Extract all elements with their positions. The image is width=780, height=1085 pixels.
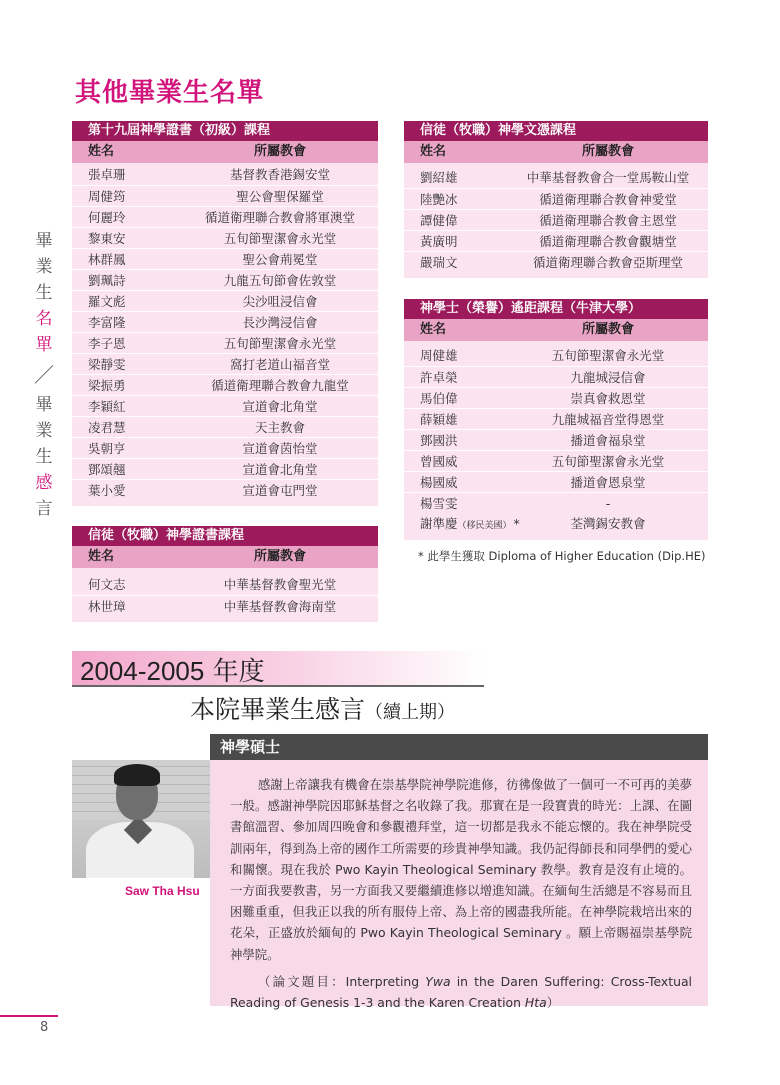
thesis-italic: Hta xyxy=(524,995,547,1011)
church-name: 五旬節聖潔會永光堂 xyxy=(223,336,337,351)
page-rule xyxy=(0,1015,58,1017)
thesis-suffix: ） xyxy=(546,995,560,1011)
side-char: 業 xyxy=(35,421,53,441)
table-row xyxy=(72,479,378,500)
side-char: 生 xyxy=(35,447,53,467)
col-name-header: 姓名 xyxy=(420,322,447,337)
year-range: 2004-2005 xyxy=(80,656,205,686)
side-char: 感 xyxy=(35,473,53,493)
church-name: 播道會恩泉堂 xyxy=(570,475,646,490)
church-name: 天主教會 xyxy=(254,420,305,435)
table-row xyxy=(72,290,378,311)
table-row xyxy=(404,471,708,492)
student-name: 許卓榮 xyxy=(420,370,458,385)
table-row xyxy=(404,366,708,387)
table-body xyxy=(404,341,708,513)
student-name: 梁靜雯 xyxy=(88,357,126,372)
col-name-header: 姓名 xyxy=(88,144,115,159)
student-name: 葉小愛 xyxy=(88,483,126,498)
church-name: 中華基督教會聖光堂 xyxy=(223,577,337,592)
heading-main: 本院畢業生感言 xyxy=(190,695,366,724)
side-char: 生 xyxy=(35,283,53,303)
table-row xyxy=(404,492,708,513)
table-lay-certificate xyxy=(72,526,378,622)
table-row xyxy=(404,408,708,429)
table-row xyxy=(404,167,708,188)
student-name: 周健筠 xyxy=(88,189,126,204)
table-header-row xyxy=(404,141,708,163)
student-name: 陸艷冰 xyxy=(420,192,458,207)
table-row xyxy=(72,332,378,353)
church-name: 尖沙咀浸信會 xyxy=(242,294,318,309)
student-name: 林世璋 xyxy=(88,599,126,614)
section-heading xyxy=(190,690,455,726)
student-name: 何文志 xyxy=(88,577,126,592)
church-name: 中華基督教會海南堂 xyxy=(223,599,337,614)
church-name: 宣道會北角堂 xyxy=(242,462,318,477)
thesis-italic: Ywa xyxy=(425,973,451,989)
student-name: 黃廣明 xyxy=(420,234,458,249)
thesis-middle: in the Daren Suffering: Cross-Textual Reading of Genesis 1-3 and the Karen Creation xyxy=(230,973,692,1011)
table-body xyxy=(72,568,378,616)
table-row xyxy=(404,345,708,366)
student-name: 鄧國洪 xyxy=(420,433,458,448)
student-name: 馬伯偉 xyxy=(420,391,458,406)
student-name: 黎東安 xyxy=(88,231,126,246)
church-name: 播道會福泉堂 xyxy=(570,433,646,448)
church-name: 中華基督教會合一堂馬鞍山堂 xyxy=(526,170,690,185)
church-name: 循道衛理聯合教會主恩堂 xyxy=(539,213,677,228)
table-title: 信徒（牧職）神學證書課程 xyxy=(72,526,378,546)
side-char: 言 xyxy=(35,499,53,519)
student-name: 李穎紅 xyxy=(88,399,126,414)
col-church-header: 所屬教會 xyxy=(581,144,634,159)
church-name: - xyxy=(605,496,611,511)
church-name: 聖公會荊冕堂 xyxy=(242,252,318,267)
table-row xyxy=(72,269,378,290)
church-name: 循道衛理聯合教會九龍堂 xyxy=(211,378,349,393)
table-row xyxy=(72,227,378,248)
table-row xyxy=(72,311,378,332)
table-certificate-basic xyxy=(72,121,378,506)
table-row xyxy=(404,209,708,230)
table-row xyxy=(72,574,378,595)
table-bd-distance xyxy=(404,299,708,540)
col-name-header: 姓名 xyxy=(88,549,115,564)
student-name: 楊雪雯 xyxy=(420,496,458,511)
student-name: 周健雄 xyxy=(420,348,458,363)
side-char: 業 xyxy=(35,257,53,277)
table-title: 神學士（榮譽）遙距課程（牛津大學） xyxy=(404,299,708,319)
student-name: 吳朝亨 xyxy=(88,441,126,456)
table-row xyxy=(72,437,378,458)
church-name: 九龍五旬節會佐敦堂 xyxy=(223,273,337,288)
student-name: 薛穎雄 xyxy=(420,412,458,427)
student-name: 李富隆 xyxy=(88,315,126,330)
table-row xyxy=(72,416,378,437)
church-name: 循道衛理聯合教會神愛堂 xyxy=(539,192,677,207)
table-row xyxy=(72,395,378,416)
side-label xyxy=(32,228,56,522)
table-header-row xyxy=(404,319,708,341)
church-name: 循道衛理聯合教會亞斯理堂 xyxy=(532,255,683,270)
col-church-header: 所屬教會 xyxy=(581,322,634,337)
church-name: 基督教香港錫安堂 xyxy=(229,167,330,182)
student-name: 劉紹雄 xyxy=(420,170,458,185)
student-name: 林群鳳 xyxy=(88,252,126,267)
student-name: 嚴瑞文 xyxy=(420,255,458,270)
table-body xyxy=(72,163,378,500)
table-row xyxy=(404,450,708,471)
student-name: 李子恩 xyxy=(88,336,126,351)
col-church-header: 所屬教會 xyxy=(253,144,306,159)
table-row xyxy=(72,206,378,227)
page-title: 其他畢業生名單 xyxy=(75,78,265,108)
side-slash: ／ xyxy=(34,363,54,387)
table-row xyxy=(72,353,378,374)
church-name: 宣道會北角堂 xyxy=(242,399,318,414)
table-row xyxy=(404,251,708,272)
student-name: 曾國威 xyxy=(420,454,458,469)
church-name: 崇真會救恩堂 xyxy=(570,391,646,406)
church-name: 長沙灣浸信會 xyxy=(242,315,318,330)
table-row xyxy=(72,185,378,206)
student-name: 楊國威 xyxy=(420,475,458,490)
student-name: 張卓珊 xyxy=(88,167,126,182)
col-name-header: 姓名 xyxy=(420,144,447,159)
church-name: 九龍城浸信會 xyxy=(570,370,646,385)
student-name: 譚健偉 xyxy=(420,213,458,228)
testimonial-box xyxy=(210,760,708,1011)
table-row xyxy=(404,188,708,209)
church-name: 五旬節聖潔會永光堂 xyxy=(551,348,665,363)
footnote: * 此學生獲取 Diploma of Higher Education (Dip.HE) xyxy=(418,549,706,563)
thesis-prefix: （論文題目：Interpreting xyxy=(258,973,426,989)
side-char: 畢 xyxy=(35,395,53,415)
student-name: 梁振勇 xyxy=(88,378,126,393)
student-name: 謝準慶 xyxy=(420,516,458,531)
student-note: （移民美國） xyxy=(457,521,512,531)
asterisk-mark: * xyxy=(513,516,520,531)
table-title: 信徒（牧職）神學文憑課程 xyxy=(404,121,708,141)
student-name: 鄧頌翹 xyxy=(88,462,126,477)
table-body xyxy=(404,163,708,272)
church-name: 循道衛理聯合教會將軍澳堂 xyxy=(204,210,355,225)
student-name: 凌君慧 xyxy=(88,420,126,435)
section-title-bar: 神學碩士 xyxy=(210,734,708,760)
church-name: 宣道會茵怡堂 xyxy=(242,441,318,456)
photo-caption: Saw Tha Hsu xyxy=(125,884,200,898)
table-lay-diploma xyxy=(404,121,708,278)
student-name: 劉珮詩 xyxy=(88,273,126,288)
church-name: 聖公會聖保羅堂 xyxy=(236,189,324,204)
table-row xyxy=(72,164,378,185)
table-row xyxy=(72,595,378,616)
table-row xyxy=(72,248,378,269)
side-char: 畢 xyxy=(35,231,53,251)
year-suffix: 年度 xyxy=(204,657,265,687)
church-name: 九龍城福音堂得恩堂 xyxy=(551,412,665,427)
church-name: 五旬節聖潔會永光堂 xyxy=(223,231,337,246)
testimonial-paragraph: 感謝上帝讓我有機會在崇基學院神學院進修，彷彿像做了一個可一不可再的美夢一般。感謝神學院因耶穌基督之名收錄了我。那實在是一段寶貴的時光：上課、在圖書館溫習、參加周四晚會和參觀禮拜堂，這一切都是我永不能忘懷的。我在神學院受訓兩年，得到為上帝的國作工所需要的珍貴神學知識。我仍記得師長和同學們的愛心和關懷。現在我於 Pwo Kayin Theological Seminary 教學。教育是沒有止境的。一方面我要教書，另一方面我又要繼續進修以增進知識。在緬甸生活總是不容易而且困難重重，但我正以我的所有服侍上帝、為上帝的國盡我所能。在神學院栽培出來的花朵，正盛放於緬甸的 Pwo Kayin Theological Seminary 。願上帝賜福崇基學院神學院。 xyxy=(230,777,692,962)
church-name: 五旬節聖潔會永光堂 xyxy=(551,454,665,469)
table-row xyxy=(404,513,708,534)
church-name: 荃灣錫安教會 xyxy=(570,516,646,531)
table-row xyxy=(404,230,708,251)
graduate-photo xyxy=(72,760,210,878)
table-row xyxy=(404,387,708,408)
year-heading xyxy=(80,651,265,688)
table-header-row xyxy=(72,141,378,163)
church-name: 窩打老道山福音堂 xyxy=(229,357,330,372)
heading-sub: （續上期） xyxy=(365,702,456,723)
page-number: 8 xyxy=(40,1020,49,1035)
side-char: 名 xyxy=(35,309,53,329)
thesis-title xyxy=(230,971,692,1013)
table-title: 第十九屆神學證書（初級）課程 xyxy=(72,121,378,141)
table-row xyxy=(404,429,708,450)
church-name: 宣道會屯門堂 xyxy=(242,483,318,498)
table-row xyxy=(72,374,378,395)
church-name: 循道衛理聯合教會觀塘堂 xyxy=(539,234,677,249)
student-name: 羅文彪 xyxy=(88,294,126,309)
side-char: 單 xyxy=(35,335,53,355)
table-header-row xyxy=(72,546,378,568)
col-church-header: 所屬教會 xyxy=(253,549,306,564)
table-row xyxy=(72,458,378,479)
student-name: 何麗玲 xyxy=(88,210,126,225)
